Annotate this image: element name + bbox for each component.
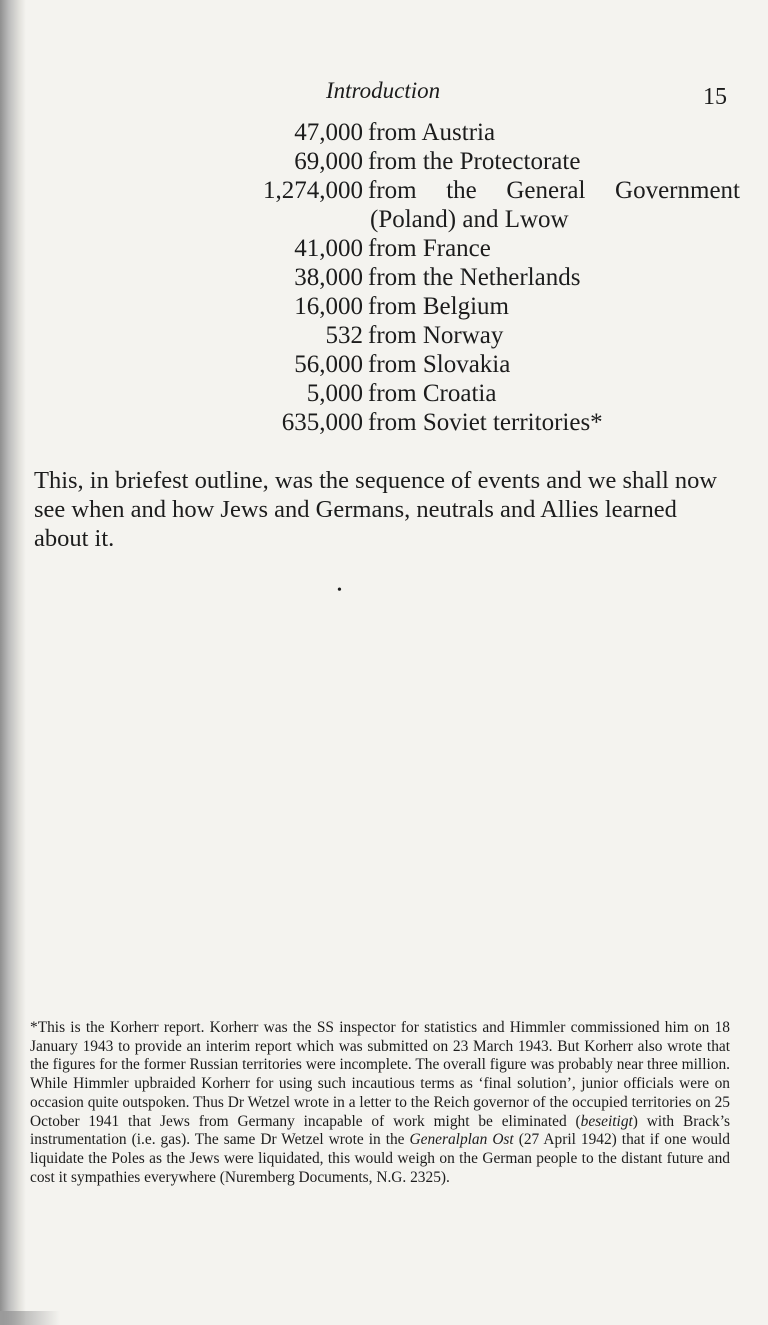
deportation-count: 532 bbox=[325, 322, 363, 349]
list-item bbox=[200, 350, 740, 379]
deportation-origin: from Norway bbox=[368, 322, 504, 349]
deportation-origin: from Belgium bbox=[368, 293, 509, 320]
body-paragraph: This, in briefest outline, was the sequence of events and we shall now see when and how Jews and Germans, neutrals and Allies learned about it. bbox=[34, 467, 718, 552]
running-title: Introduction bbox=[326, 78, 441, 103]
footnote-term: beseitigt bbox=[580, 1112, 633, 1130]
deportation-origin: from France bbox=[368, 235, 491, 262]
footnote-text: ) with Brack’s instrumentation (i.e. gas). The same Dr Wetzel wrote in the bbox=[30, 1112, 730, 1149]
deportation-origin: from Croatia bbox=[368, 380, 497, 407]
deportation-origin: from Soviet territories* bbox=[368, 409, 603, 436]
deportation-count: 41,000 bbox=[294, 235, 363, 262]
deportation-origin: from Austria bbox=[368, 119, 496, 146]
deportation-count: 38,000 bbox=[294, 264, 363, 291]
page-corner-shadow bbox=[0, 1311, 60, 1325]
deportation-count: 5,000 bbox=[306, 380, 363, 407]
footnote-text: (27 April 1942) that if one would liquidate the Poles as the Jews were liquidated, this would weigh on the German people to the distant future and cost it sympathies everywhere (Nuremberg Documents, N.G. 2325). bbox=[30, 1131, 731, 1186]
page-number: 15 bbox=[703, 84, 727, 110]
footnote bbox=[30, 1019, 730, 1187]
list-item bbox=[200, 118, 740, 147]
deportation-count: 1,274,000 bbox=[263, 177, 363, 204]
list-item bbox=[200, 321, 740, 350]
list-item bbox=[200, 176, 740, 205]
list-item bbox=[200, 408, 740, 437]
deportation-origin: from the Netherlands bbox=[368, 264, 581, 291]
list-item bbox=[200, 379, 740, 408]
deportation-origin: from the Protectorate bbox=[368, 148, 581, 175]
page-edge-shadow bbox=[0, 0, 26, 1325]
deportation-origin: from the General Government bbox=[368, 177, 740, 204]
deportation-origin: from Slovakia bbox=[368, 351, 511, 378]
footnote-text: *This is the Korherr report. Korherr was the SS inspector for statistics and Himmler commissioned him on 18 January 1943 to provide an interim report which was submitted on 23 March 1943. But Korherr also wrote that the figures for the former Russian territories were incomplete. The overall figure was probably near three million. While Himmler upbraided Korherr for using such incautious terms as ‘final solution’, junior officials were on occasion quite outspoken. Thus Dr Wetzel wrote in a letter to the Reich governor of the occupied territories on 25 October 1941 that Jews from Germany incapable of work might be eliminated ( bbox=[30, 1019, 730, 1130]
deportation-count: 16,000 bbox=[294, 293, 363, 320]
section-ornament: • bbox=[337, 583, 342, 598]
list-item bbox=[200, 234, 740, 263]
list-item-continuation bbox=[200, 205, 740, 234]
deportation-count: 56,000 bbox=[294, 351, 363, 378]
footnote-title: Generalplan Ost bbox=[409, 1131, 514, 1149]
deportation-origin-continued: (Poland) and Lwow bbox=[370, 206, 569, 233]
list-item bbox=[200, 147, 740, 176]
deportation-count: 635,000 bbox=[281, 409, 363, 436]
list-item bbox=[200, 263, 740, 292]
deportation-count: 69,000 bbox=[294, 148, 363, 175]
deportation-list bbox=[200, 118, 740, 437]
list-item bbox=[200, 292, 740, 321]
deportation-count: 47,000 bbox=[294, 119, 363, 146]
